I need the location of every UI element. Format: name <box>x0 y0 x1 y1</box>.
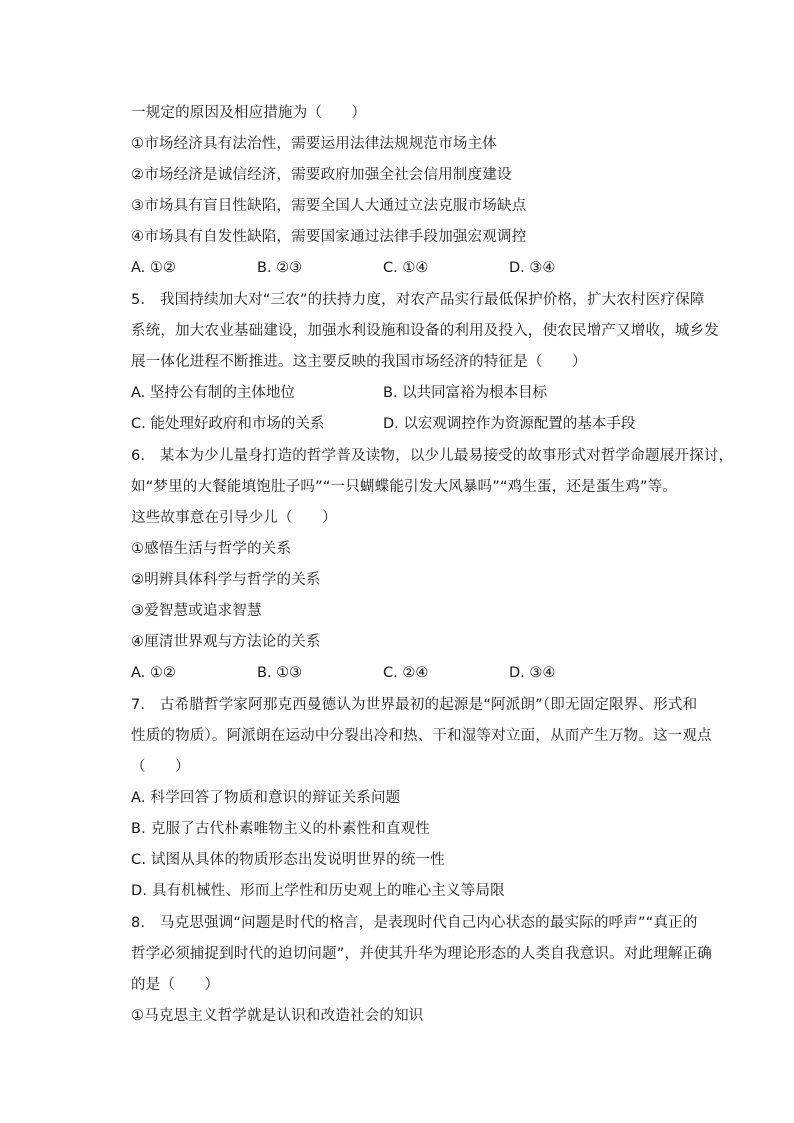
option-d: D. 具有机械性、形而上学性和历史观上的唯心主义等局限 <box>131 883 505 899</box>
option-a: A. ①② <box>131 665 176 681</box>
option-d: D. 以宏观调控作为资源配置的基本手段 <box>383 416 636 432</box>
statement-line: ①马克思主义哲学就是认识和改造社会的知识 <box>131 1008 424 1024</box>
option-d: D. ③④ <box>509 665 556 681</box>
question-stem-line: 性质的物质）。阿派朗在运动中分裂出冷和热、干和湿等对立面，从而产生万物。这一观点 <box>131 728 712 744</box>
option-b: B. 以共同富裕为根本目标 <box>383 385 548 401</box>
question-stem-line: 7. 古希腊哲学家阿那克西曼德认为世界最初的起源是“阿派朗”（即无固定限界、形式和 <box>131 697 698 713</box>
question-stem-line: 这些故事意在引导少儿（ ） <box>131 510 337 526</box>
statement-line: ③市场具有盲目性缺陷，需要全国人大通过立法克服市场缺点 <box>131 198 527 214</box>
option-a: A. 科学回答了物质和意识的辩证关系问题 <box>131 790 401 806</box>
statement-line: ④市场具有自发性缺陷，需要国家通过法律手段加强宏观调控 <box>131 229 527 245</box>
option-a: A. ①② <box>131 260 176 276</box>
question-stem-line: 6. 某本为少儿量身打造的哲学普及读物，以少儿最易接受的故事形式对哲学命题展开探讨， <box>131 448 734 464</box>
question-stem-line: 展一体化进程不断推进。这主要反映的我国市场经济的特征是（ ） <box>131 354 587 370</box>
option-c: C. 试图从具体的物质形态出发说明世界的统一性 <box>131 852 445 868</box>
option-b: B. ①③ <box>257 665 303 681</box>
statement-line: ④厘清世界观与方法论的关系 <box>131 634 321 650</box>
option-b: B. 克服了古代朴素唯物主义的朴素性和直观性 <box>131 821 431 837</box>
question-stem-line: 哲学必须捕捉到时代的迫切问题”，并使其升华为理论形态的人类自我意识。对此理解正确 <box>131 946 713 962</box>
question-stem-line: 5. 我国持续加大对“三农”的扶持力度，对农产品实行最低保护价格，扩大农村医疗保障 <box>131 292 705 308</box>
statement-line: ①市场经济具有法治性，需要运用法律法规规范市场主体 <box>131 136 497 152</box>
question-stem-line: 一规定的原因及相应措施为（ ） <box>131 105 367 121</box>
statement-line: ③爱智慧或追求智慧 <box>131 603 262 619</box>
statement-line: ②市场经济是诚信经济，需要政府加强全社会信用制度建设 <box>131 167 512 183</box>
option-c: C. 能处理好政府和市场的关系 <box>131 416 325 432</box>
statement-line: ②明辨具体科学与哲学的关系 <box>131 572 321 588</box>
option-d: D. ③④ <box>509 260 556 276</box>
option-c: C. ②④ <box>383 665 429 681</box>
question-stem-line: 如“梦里的大餐能填饱肚子吗”“一只蝴蝶能引发大风暴吗”“鸡生蛋，还是蛋生鸡”等。 <box>131 479 678 495</box>
question-stem-line: 的是（ ） <box>131 977 220 993</box>
option-c: C. ①④ <box>383 260 429 276</box>
option-a: A. 坚持公有制的主体地位 <box>131 385 295 401</box>
question-stem-line: （ ） <box>131 759 190 775</box>
statement-line: ①感悟生活与哲学的关系 <box>131 541 292 557</box>
question-stem-line: 8. 马克思强调“问题是时代的格言，是表现时代自己内心状态的最实际的呼声”“真正的 <box>131 915 698 931</box>
option-b: B. ②③ <box>257 260 303 276</box>
question-stem-line: 系统，加大农业基础建设，加强水利设施和设备的利用及投入，使农民增产又增收，城乡发 <box>131 323 719 339</box>
